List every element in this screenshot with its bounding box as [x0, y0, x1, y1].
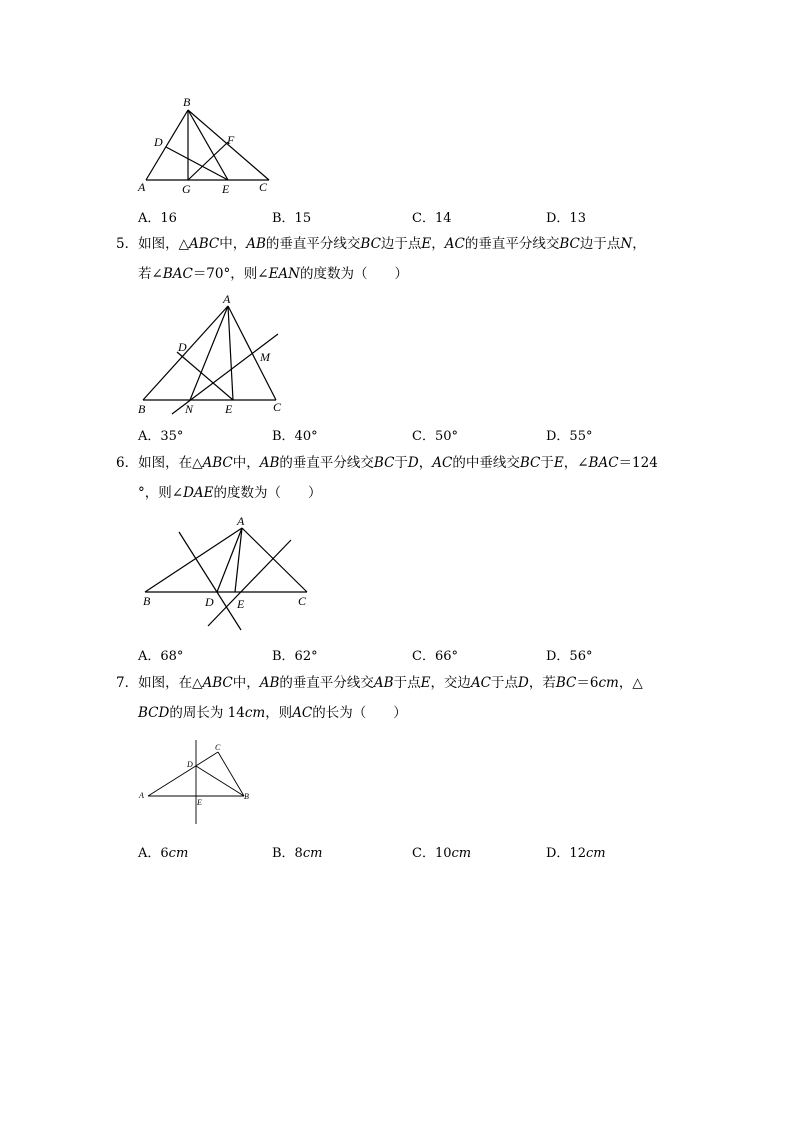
q5-line-DE: [177, 352, 233, 400]
q5-text-1: 如图，△: [138, 236, 189, 252]
q5-text-11: 的度数为（ ）: [299, 266, 408, 282]
q5-label-E: E: [225, 402, 233, 416]
q5-option-d[interactable]: D．55°: [546, 429, 593, 444]
q7-text-12: 的长为（ ）: [312, 705, 407, 721]
q5-var-ean: EAN: [268, 266, 300, 282]
q6-option-d[interactable]: D．56°: [546, 649, 593, 664]
q5-label-B: B: [138, 402, 146, 416]
q7-option-c-value: C．10: [412, 846, 452, 861]
q4-label-E: E: [222, 182, 230, 196]
q5-number: 5．: [116, 236, 139, 252]
q4-label-B: B: [183, 95, 191, 109]
q6-line-perp-AB: [179, 532, 241, 630]
q5-var-ac: AC: [444, 236, 465, 252]
q7-unit-2: cm: [244, 705, 266, 721]
q6-figure-svg: [135, 510, 320, 635]
q5-line-AE: [228, 306, 233, 400]
q4-option-b[interactable]: B．15: [272, 211, 312, 226]
q5-line-1: [116, 229, 676, 259]
q5-var-n: N: [620, 236, 633, 252]
q7-text-7: ，若: [528, 675, 556, 691]
q4-label-A: A: [138, 180, 146, 194]
q7-option-d[interactable]: [546, 842, 606, 861]
q6-label-E: E: [237, 597, 245, 611]
q5-figure-svg: [130, 290, 290, 420]
q6-line-1: [116, 448, 676, 478]
q6-text-6: 的中垂线交: [452, 455, 520, 471]
q7-option-a-unit: cm: [168, 846, 189, 861]
q7-option-b[interactable]: [272, 842, 322, 861]
q6-text-5: ，: [418, 455, 433, 471]
q7-text-1: 如图，在△: [138, 675, 203, 691]
q4-figure-svg: [130, 92, 280, 202]
q7-label-A: A: [139, 791, 144, 800]
q4-option-c[interactable]: C．14: [412, 211, 452, 226]
q7-text-10: 的周长为 14: [169, 705, 245, 721]
q7-options: [138, 842, 658, 860]
q5-text-9: 若∠: [138, 266, 163, 282]
q7-option-d-value: D．12: [546, 846, 586, 861]
q7-text-11: ，则: [265, 705, 293, 721]
q7-var-abc: ABC: [202, 675, 233, 691]
q6-label-C: C: [298, 594, 307, 608]
q6-text-2: 中，: [232, 455, 260, 471]
q4-label-G: G: [182, 182, 191, 196]
q6-var-abc: ABC: [202, 455, 233, 471]
q5-text-6: 的垂直平分线交: [464, 236, 560, 252]
q6-text: [116, 448, 676, 508]
q6-var-ab: AB: [259, 455, 280, 471]
q4-line-GF: [188, 142, 228, 180]
q6-label-A: A: [237, 514, 245, 528]
q6-option-c[interactable]: C．66°: [412, 649, 458, 664]
q7-text-6: 于点: [491, 675, 519, 691]
q6-var-e: E: [553, 455, 564, 471]
q6-var-dae: DAE: [183, 485, 214, 501]
q5-text-10: ＝70°，则∠: [192, 266, 269, 282]
q7-text-4: 于点: [393, 675, 421, 691]
q7-option-d-unit: cm: [585, 846, 606, 861]
q5-text-8: ，: [632, 236, 646, 252]
q7-option-a[interactable]: [138, 842, 188, 861]
q6-var-ac: AC: [432, 455, 453, 471]
q7-text: [116, 668, 676, 728]
q7-figure-svg: [135, 738, 260, 830]
q6-option-a[interactable]: A．68°: [138, 649, 184, 664]
q6-var-d: D: [407, 455, 419, 471]
q7-option-c-unit: cm: [451, 846, 472, 861]
q7-unit-1: cm: [598, 675, 619, 691]
q6-options: [138, 645, 658, 663]
q7-line-1: [116, 668, 676, 698]
q6-text-8: ，∠: [563, 455, 589, 471]
q5-var-bc1: BC: [360, 236, 381, 252]
q6-line-AC: [242, 528, 307, 592]
q6-line-AB: [145, 528, 242, 592]
q5-var-abc: ABC: [188, 236, 220, 252]
q7-figure: [135, 738, 260, 830]
q7-line-DB: [196, 766, 244, 796]
q6-text-11: 的度数为（ ）: [213, 485, 322, 501]
q5-option-b[interactable]: B．40°: [272, 429, 318, 444]
q7-text-2: 中，: [232, 675, 260, 691]
q6-text-1: 如图，在△: [138, 455, 203, 471]
q7-text-3: 的垂直平分线交: [279, 675, 374, 691]
q7-line-2: [116, 698, 676, 728]
q7-label-B: B: [244, 792, 249, 801]
q7-var-e: E: [420, 675, 431, 691]
q5-text-2: 中，: [219, 236, 247, 252]
q5-label-C: C: [273, 400, 282, 414]
q7-label-C: C: [215, 743, 221, 752]
q7-line-CB: [218, 752, 244, 796]
q7-text-8: ＝6: [576, 675, 599, 691]
q6-text-4: 于: [394, 455, 408, 471]
q4-option-d[interactable]: D．13: [546, 211, 586, 226]
q7-number: 7．: [116, 675, 139, 691]
q5-text-4: 边于点: [380, 236, 422, 252]
q7-label-D: D: [187, 760, 193, 769]
q7-option-a-value: A．6: [138, 846, 169, 861]
q5-label-N: N: [185, 402, 194, 416]
q6-text-9: ＝124: [618, 455, 658, 471]
q7-option-b-unit: cm: [302, 846, 323, 861]
q6-figure: [135, 510, 320, 635]
q4-figure: [130, 92, 280, 202]
q7-option-b-value: B．8: [272, 846, 303, 861]
q7-var-d: D: [518, 675, 529, 691]
q7-line-AC: [148, 752, 218, 796]
q4-label-C: C: [259, 180, 268, 194]
q5-var-bac: BAC: [162, 266, 193, 282]
q6-text-3: 的垂直平分线交: [279, 455, 374, 471]
q4-label-D: D: [154, 135, 163, 149]
q7-label-E: E: [197, 798, 202, 807]
q6-text-7: 于: [540, 455, 554, 471]
q5-option-a[interactable]: A．35°: [138, 429, 184, 444]
q5-text: [116, 229, 676, 289]
q6-label-D: D: [205, 595, 214, 609]
q7-var-ab1: AB: [259, 675, 280, 691]
q6-var-bac: BAC: [588, 455, 619, 471]
q7-var-bcd: BCD: [138, 705, 170, 721]
q5-text-7: 边于点: [579, 236, 621, 252]
q5-var-bc2: BC: [559, 236, 580, 252]
q5-text-5: ，: [431, 236, 445, 252]
q5-var-ab: AB: [246, 236, 266, 252]
q5-line-2: [116, 259, 676, 289]
q6-label-B: B: [143, 594, 151, 608]
q6-var-bc2: BC: [519, 455, 541, 471]
q5-option-c[interactable]: C．50°: [412, 429, 458, 444]
q7-var-ac: AC: [470, 675, 492, 691]
q6-option-b[interactable]: B．62°: [272, 649, 318, 664]
q5-options: [138, 425, 658, 443]
q4-line-AB: [146, 110, 188, 180]
q7-option-c[interactable]: [412, 842, 471, 861]
q7-var-ac2: AC: [292, 705, 313, 721]
q7-text-5: ，交边: [430, 675, 471, 691]
q5-label-A: A: [223, 292, 231, 306]
q4-options: [138, 207, 658, 225]
q7-var-bc: BC: [555, 675, 577, 691]
q5-text-3: 的垂直平分线交: [265, 236, 361, 252]
q6-line-2: [116, 478, 676, 508]
q5-label-D: D: [178, 340, 187, 354]
q5-figure: [130, 290, 290, 420]
q5-var-e: E: [421, 236, 432, 252]
q4-option-a[interactable]: A．16: [138, 211, 177, 226]
q6-text-10: °，则∠: [138, 485, 184, 501]
q5-label-M: M: [260, 350, 270, 364]
q6-number: 6．: [116, 455, 139, 471]
q4-label-F: F: [227, 133, 235, 147]
q6-var-bc1: BC: [373, 455, 395, 471]
q7-text-9: ，△: [618, 675, 643, 691]
q7-var-ab2: AB: [373, 675, 394, 691]
